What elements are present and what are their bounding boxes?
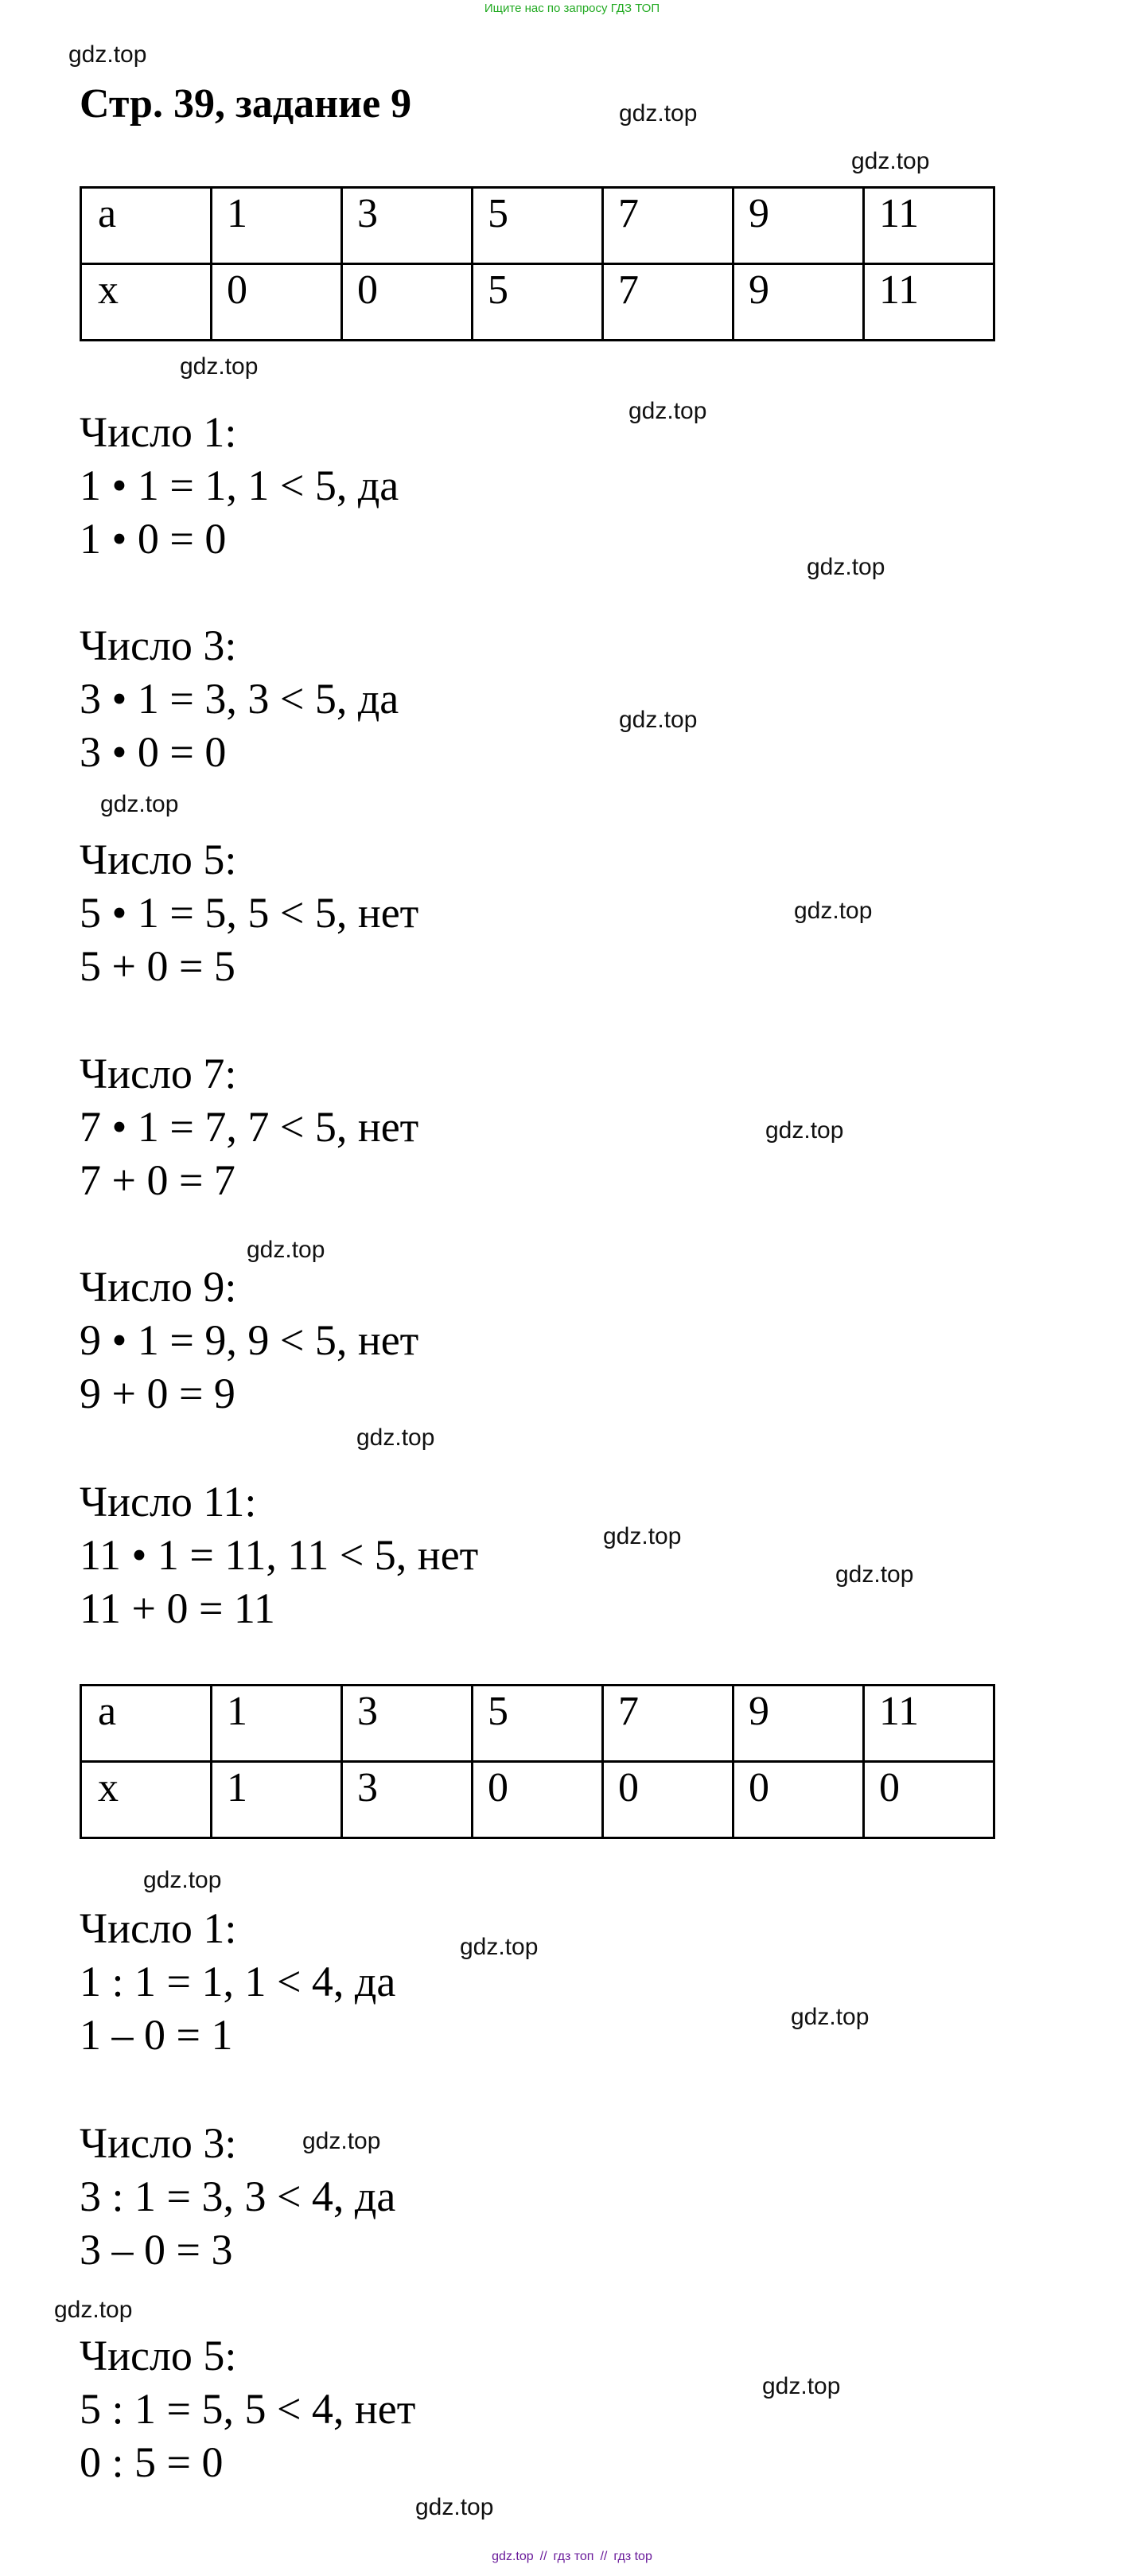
block-line: 3 • 1 = 3, 3 < 5, да xyxy=(80,675,399,723)
watermark: gdz.top xyxy=(619,100,698,127)
table-cell: 0 xyxy=(342,264,473,341)
watermark: gdz.top xyxy=(619,707,698,733)
table-cell: x xyxy=(81,1762,212,1838)
table-row xyxy=(81,264,994,341)
calc-block xyxy=(80,2117,395,2277)
calc-block xyxy=(80,1047,418,1207)
watermark: gdz.top xyxy=(807,554,885,580)
block-line: 9 • 1 = 9, 9 < 5, нет xyxy=(80,1316,419,1364)
block-label: Число 5: xyxy=(80,2332,237,2379)
block-line: 11 + 0 = 11 xyxy=(80,1584,275,1632)
calc-block xyxy=(80,1902,395,2062)
block-label: Число 7: xyxy=(80,1050,237,1097)
watermark: gdz.top xyxy=(68,41,147,68)
block-label: Число 3: xyxy=(80,622,237,669)
calc-block xyxy=(80,2329,415,2489)
block-label: Число 5: xyxy=(80,836,237,883)
table-cell: 11 xyxy=(864,264,994,341)
table-cell: 5 xyxy=(473,264,603,341)
watermark: gdz.top xyxy=(54,2297,133,2323)
watermark: gdz.top xyxy=(791,2004,870,2030)
table-cell: a xyxy=(81,188,212,264)
table-row xyxy=(81,188,994,264)
block-line: 1 : 1 = 1, 1 < 4, да xyxy=(80,1958,396,2005)
table-cell: 0 xyxy=(864,1762,994,1838)
footer-link[interactable]: gdz.top xyxy=(492,2550,534,2563)
block-line: 1 • 0 = 0 xyxy=(80,515,227,563)
calc-block xyxy=(80,619,399,779)
page-title: Стр. 39, задание 9 xyxy=(80,81,412,127)
table-cell: 3 xyxy=(342,1762,473,1838)
block-line: 7 • 1 = 7, 7 < 5, нет xyxy=(80,1103,419,1151)
table-cell: 3 xyxy=(342,188,473,264)
block-line: 1 – 0 = 1 xyxy=(80,2011,233,2059)
calc-block xyxy=(80,406,399,566)
table-cell: 0 xyxy=(212,264,342,341)
block-line: 5 • 1 = 5, 5 < 5, нет xyxy=(80,889,419,937)
table-cell: 7 xyxy=(603,264,733,341)
watermark: gdz.top xyxy=(180,353,259,380)
block-line: 3 – 0 = 3 xyxy=(80,2226,233,2274)
footer-separator: // xyxy=(600,2550,608,2563)
calc-block xyxy=(80,1475,478,1635)
block-line: 1 • 1 = 1, 1 < 5, да xyxy=(80,462,399,509)
block-label: Число 1: xyxy=(80,408,237,456)
block-line: 3 • 0 = 0 xyxy=(80,728,227,776)
watermark: gdz.top xyxy=(851,148,930,174)
table-cell: 1 xyxy=(212,1762,342,1838)
watermark: gdz.top xyxy=(247,1237,325,1263)
table-cell: 9 xyxy=(733,188,864,264)
watermark: gdz.top xyxy=(628,398,707,424)
block-label: Число 1: xyxy=(80,1904,237,1952)
block-line: 11 • 1 = 11, 11 < 5, нет xyxy=(80,1531,479,1579)
block-line: 0 : 5 = 0 xyxy=(80,2438,224,2486)
watermark: gdz.top xyxy=(835,1561,914,1588)
calc-block xyxy=(80,833,418,993)
block-line: 5 : 1 = 5, 5 < 4, нет xyxy=(80,2385,416,2433)
block-label: Число 9: xyxy=(80,1263,237,1311)
watermark: gdz.top xyxy=(415,2494,494,2520)
table-cell: 0 xyxy=(603,1762,733,1838)
top-banner[interactable]: Ищите нас по запросу ГДЗ ТОП xyxy=(484,2,660,15)
block-line: 7 + 0 = 7 xyxy=(80,1156,235,1204)
table-cell: 9 xyxy=(733,264,864,341)
table-row xyxy=(81,1686,994,1762)
table-cell: 3 xyxy=(342,1686,473,1762)
block-line: 9 + 0 = 9 xyxy=(80,1370,235,1417)
table-cell: 5 xyxy=(473,1686,603,1762)
values-table-1 xyxy=(80,186,995,341)
table-cell: 7 xyxy=(603,188,733,264)
footer-link[interactable]: гдз топ xyxy=(553,2550,594,2563)
table-cell: 1 xyxy=(212,188,342,264)
table-cell: 11 xyxy=(864,188,994,264)
watermark: gdz.top xyxy=(762,2373,841,2399)
watermark: gdz.top xyxy=(100,791,179,817)
watermark: gdz.top xyxy=(603,1523,682,1549)
table-cell: 0 xyxy=(473,1762,603,1838)
footer-link[interactable]: гдз top xyxy=(613,2550,652,2563)
block-line: 5 + 0 = 5 xyxy=(80,942,235,990)
watermark: gdz.top xyxy=(794,898,873,924)
table-cell: 1 xyxy=(212,1686,342,1762)
watermark: gdz.top xyxy=(302,2128,381,2154)
table-cell: 5 xyxy=(473,188,603,264)
table-cell: 11 xyxy=(864,1686,994,1762)
watermark: gdz.top xyxy=(460,1934,539,1960)
block-label: Число 11: xyxy=(80,1478,257,1526)
table-cell: 9 xyxy=(733,1686,864,1762)
table-cell: a xyxy=(81,1686,212,1762)
watermark: gdz.top xyxy=(765,1117,844,1144)
watermark: gdz.top xyxy=(143,1867,222,1893)
footer-separator: // xyxy=(539,2550,547,2563)
block-line: 3 : 1 = 3, 3 < 4, да xyxy=(80,2173,396,2220)
table-cell: 0 xyxy=(733,1762,864,1838)
table-cell: 7 xyxy=(603,1686,733,1762)
calc-block xyxy=(80,1261,418,1421)
footer-links xyxy=(0,2549,1144,2565)
values-table-2 xyxy=(80,1684,995,1839)
watermark: gdz.top xyxy=(356,1424,435,1451)
block-label: Число 3: xyxy=(80,2119,237,2167)
table-cell: x xyxy=(81,264,212,341)
table-row xyxy=(81,1762,994,1838)
